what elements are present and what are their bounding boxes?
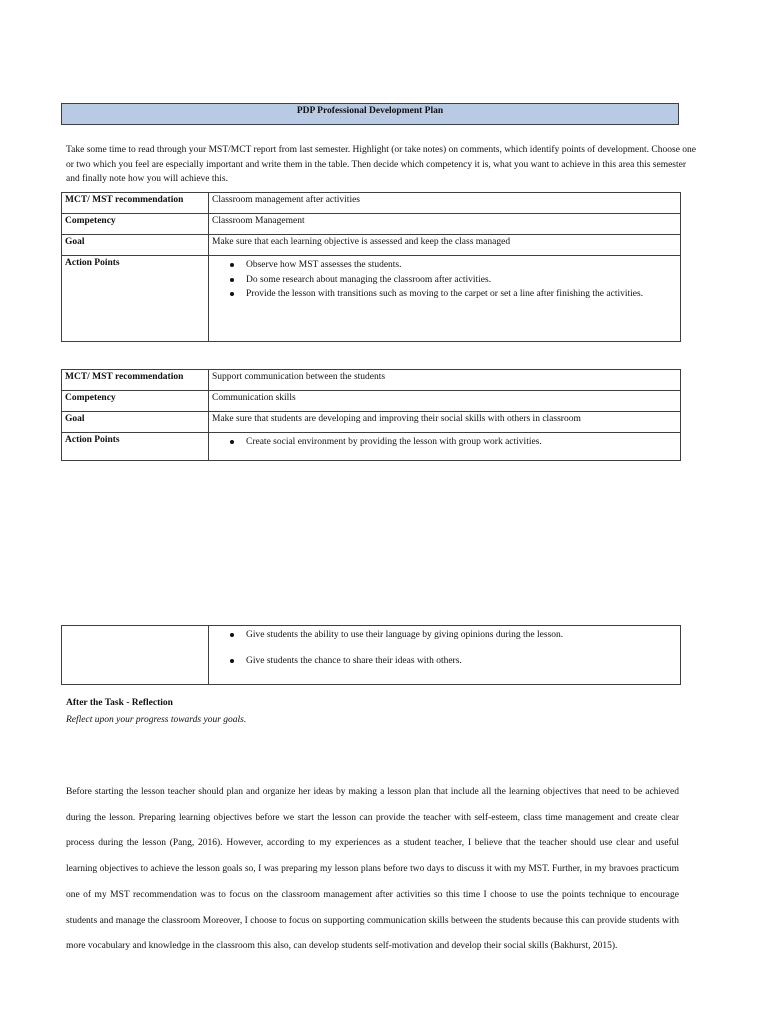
table-row	[62, 235, 681, 256]
recommendation-label: MCT/ MST recommendation	[62, 370, 209, 391]
action-point: Provide the lesson with transitions such as moving to the carpet or set a line after finishing the activities.	[246, 287, 677, 302]
table-row	[62, 214, 681, 235]
action-points-label: Action Points	[62, 433, 209, 461]
recommendation-value: Classroom management after activities	[209, 193, 681, 214]
reflection-subtitle: Reflect upon your progress towards your goals.	[66, 715, 247, 725]
instructions-paragraph: Take some time to read through your MST/MCT report from last semester. Highlight (or take notes) on comments, which identify points of development. Choose one or two which you feel are especially important and write them in the table. Then decide which competency it is, what you want to achieve in this area this semester and finally note how you will achieve this.	[66, 145, 697, 184]
action-points-cell	[209, 433, 681, 461]
action-points-list	[212, 628, 677, 668]
table-row	[62, 193, 681, 214]
pdp-table-2	[61, 369, 681, 461]
table-row	[62, 412, 681, 433]
table-row	[62, 391, 681, 412]
table-row	[62, 433, 681, 461]
recommendation-value: Support communication between the students	[209, 370, 681, 391]
action-points-cell	[209, 256, 681, 342]
pdp-table-1	[61, 192, 681, 342]
reflection-body: Before starting the lesson teacher should plan and organize her ideas by making a lesson plan that include all the learning objectives that need to be achieved during the lesson. Preparing learning objectives before we start the lesson can provide the teacher with self-esteem, class time management and create clear process during the lesson (Pang, 2016). However, according to my experiences as a student teacher, I believe that the teacher should use clear and useful learning objectives to achieve the lesson goals so, I was preparing my lesson plans before two days to discuss it with my MST. Further, in my bravoes practicum one of my MST recommendation was to focus on the classroom management after activities so this time I choose to use the points technique to encourage students and manage the classroom Moreover, I choose to focus on supporting communication skills between the students because this can provide students with more vocabulary and knowledge in the classroom this also, can develop students self-motivation and develop their social skills (Bakhurst, 2015).	[66, 787, 679, 952]
recommendation-label: MCT/ MST recommendation	[62, 193, 209, 214]
competency-label: Competency	[62, 214, 209, 235]
action-point: Give students the chance to share their ideas with others.	[246, 654, 677, 669]
reflection-heading: After the Task - Reflection	[66, 698, 173, 708]
goal-value: Make sure that students are developing and improving their social skills with others in classroom	[209, 412, 681, 433]
pdp-table-2-continued	[61, 625, 681, 685]
action-point: Create social environment by providing the lesson with group work activities.	[246, 435, 677, 450]
table-row	[62, 256, 681, 342]
goal-label: Goal	[62, 235, 209, 256]
action-points-list	[212, 435, 677, 450]
goal-value: Make sure that each learning objective is assessed and keep the class managed	[209, 235, 681, 256]
action-point: Observe how MST assesses the students.	[246, 258, 677, 273]
empty-label-cell	[62, 626, 209, 685]
competency-value: Communication skills	[209, 391, 681, 412]
action-points-list	[212, 258, 677, 302]
goal-label: Goal	[62, 412, 209, 433]
action-point: Do some research about managing the classroom after activities.	[246, 273, 677, 288]
action-points-cell	[209, 626, 681, 685]
competency-value: Classroom Management	[209, 214, 681, 235]
competency-label: Competency	[62, 391, 209, 412]
table-row	[62, 626, 681, 685]
page-title: PDP Professional Development Plan	[61, 103, 679, 125]
action-points-label: Action Points	[62, 256, 209, 342]
table-row	[62, 370, 681, 391]
action-point: Give students the ability to use their language by giving opinions during the lesson.	[246, 628, 677, 643]
